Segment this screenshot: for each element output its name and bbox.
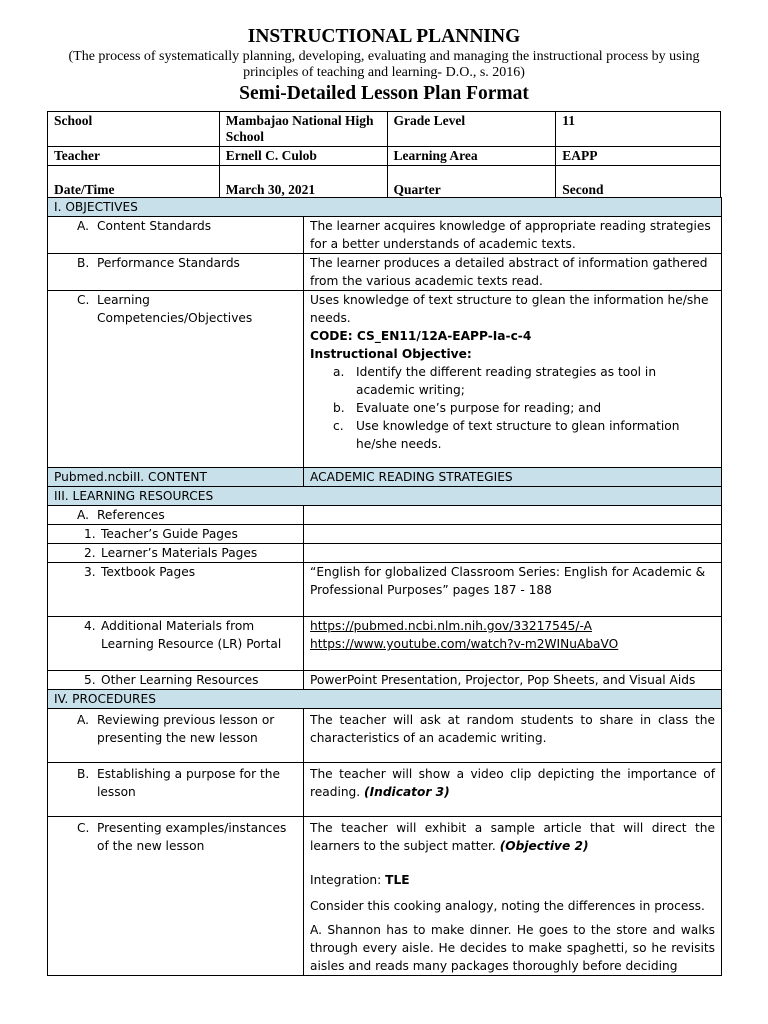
list-item — [333, 399, 715, 417]
area-label: Learning Area — [387, 147, 556, 166]
examples-value: The teacher will exhibit a sample article that will direct the learners to the subject matter. — [310, 821, 716, 853]
textbook-row — [48, 563, 722, 617]
list-marker: B. — [77, 767, 90, 781]
list-marker: 3. — [84, 565, 96, 579]
grade-value: 11 — [556, 112, 721, 147]
list-marker: B. — [77, 256, 90, 270]
reviewing-label: Reviewing previous lesson or presenting the new lesson — [97, 713, 275, 745]
story-text: A. Shannon has to make dinner. He goes to the store and walks through every aisle. He decides to make spaghetti, so he revisits aisles and reads many packages thoroughly before deciding — [310, 923, 716, 973]
list-marker: b. — [333, 401, 345, 415]
examples-label-cell — [48, 817, 304, 976]
content-value: ACADEMIC READING STRATEGIES — [304, 468, 722, 487]
purpose-value-cell — [304, 763, 722, 817]
list-marker: a. — [333, 365, 345, 379]
list-marker: 2. — [84, 546, 96, 560]
reviewing-label-cell — [48, 709, 304, 763]
competency-code: CODE: CS_EN11/12A-EAPP-Ia-c-4 — [310, 329, 532, 343]
list-marker: C. — [77, 293, 90, 307]
document-subtitle: (The process of systematically planning, developing, evaluating and managing the instructional process by using principles of teaching and learning- D.O., s. 2016) — [68, 49, 700, 80]
examples-row — [48, 817, 722, 976]
performance-standards-value: The learner produces a detailed abstract of information gathered from the various academic texts read. — [304, 254, 722, 291]
info-row-teacher — [48, 147, 721, 166]
analogy-text: Consider this cooking analogy, noting the differences in process. — [310, 899, 705, 913]
integration-label: Integration: — [310, 873, 382, 887]
teachers-guide-row — [48, 525, 722, 544]
section-content-row — [48, 468, 722, 487]
list-marker: A. — [77, 508, 89, 522]
learners-materials-label: Learner’s Materials Pages — [101, 546, 258, 560]
grade-label: Grade Level — [387, 112, 556, 147]
list-marker: C. — [77, 821, 90, 835]
competencies-label: Learning Competencies/Objectives — [97, 293, 253, 325]
reviewing-row — [48, 709, 722, 763]
additional-materials-label: Additional Materials from Learning Resource (LR) Portal — [101, 619, 282, 651]
textbook-value: “English for globalized Classroom Series: English for Academic & Professional Purposes” pages 187 - 188 — [304, 563, 722, 617]
objective-tag: (Objective 2) — [499, 839, 589, 853]
info-row-school — [48, 112, 721, 147]
document-title: INSTRUCTIONAL PLANNING — [247, 26, 521, 47]
reviewing-value: The teacher will ask at random students to share in class the characteristics of an academic writing. — [304, 709, 722, 763]
competencies-text: Uses knowledge of text structure to glean the information he/she needs. — [310, 293, 709, 325]
section-resources-row — [48, 487, 722, 506]
section-objectives-row — [48, 198, 722, 217]
learners-materials-row — [48, 544, 722, 563]
other-resources-value: PowerPoint Presentation, Projector, Pop Sheets, and Visual Aids — [304, 671, 722, 690]
lesson-plan-table — [47, 197, 722, 976]
list-item-text: Identify the different reading strategies as tool in academic writing; — [356, 365, 657, 397]
competencies-value-cell — [304, 291, 722, 468]
references-label: References — [97, 508, 165, 522]
instructional-objectives-list — [333, 363, 715, 453]
competencies-label-cell — [48, 291, 304, 468]
other-resources-label-cell — [48, 671, 304, 690]
purpose-label-cell — [48, 763, 304, 817]
list-item — [333, 363, 715, 399]
integration-value: TLE — [385, 873, 410, 887]
list-marker: A. — [77, 713, 89, 727]
list-item-text: Evaluate one’s purpose for reading; and — [356, 401, 602, 415]
textbook-label: Textbook Pages — [101, 565, 196, 579]
other-resources-row — [48, 671, 722, 690]
section-objectives-heading: I. OBJECTIVES — [48, 198, 722, 217]
references-value — [304, 506, 722, 525]
competencies-row — [48, 291, 722, 468]
info-row-date — [48, 166, 721, 200]
school-label: School — [48, 112, 220, 147]
other-resources-label: Other Learning Resources — [101, 673, 259, 687]
performance-standards-label-cell — [48, 254, 304, 291]
additional-materials-row — [48, 617, 722, 671]
quarter-value: Second — [556, 166, 721, 200]
teachers-guide-label-cell — [48, 525, 304, 544]
list-marker: 4. — [84, 619, 96, 633]
section-procedures-row — [48, 690, 722, 709]
content-standards-label: Content Standards — [97, 219, 212, 233]
lesson-info-table — [47, 111, 721, 200]
examples-label: Presenting examples/instances of the new lesson — [97, 821, 287, 853]
section-procedures-heading: IV. PROCEDURES — [48, 690, 722, 709]
teachers-guide-label: Teacher’s Guide Pages — [101, 527, 238, 541]
content-standards-label-cell — [48, 217, 304, 254]
list-marker: c. — [333, 419, 344, 433]
content-standards-row — [48, 217, 722, 254]
school-value: Mambajao National High School — [219, 112, 387, 147]
list-marker: A. — [77, 219, 89, 233]
teacher-label: Teacher — [48, 147, 220, 166]
list-item — [333, 417, 715, 453]
area-value: EAPP — [556, 147, 721, 166]
textbook-label-cell — [48, 563, 304, 617]
teacher-value: Ernell C. Culob — [219, 147, 387, 166]
indicator-tag: (Indicator 3) — [364, 785, 450, 799]
pubmed-link[interactable]: https://pubmed.ncbi.nlm.nih.gov/33217545/-A — [310, 619, 592, 633]
learners-materials-value — [304, 544, 722, 563]
learners-materials-label-cell — [48, 544, 304, 563]
references-label-cell — [48, 506, 304, 525]
teachers-guide-value — [304, 525, 722, 544]
section-content-heading: Pubmed.ncbiII. CONTENT — [48, 468, 304, 487]
list-item-text: Use knowledge of text structure to glean information he/she needs. — [356, 419, 680, 451]
instructional-objective-label: Instructional Objective: — [310, 347, 472, 361]
purpose-value: The teacher will show a video clip depicting the importance of reading. — [310, 767, 716, 799]
additional-materials-label-cell — [48, 617, 304, 671]
date-value: March 30, 2021 — [219, 166, 387, 200]
references-row — [48, 506, 722, 525]
section-resources-heading: III. LEARNING RESOURCES — [48, 487, 722, 506]
performance-standards-label: Performance Standards — [97, 256, 240, 270]
date-label: Date/Time — [48, 166, 220, 200]
purpose-label: Establishing a purpose for the lesson — [97, 767, 280, 799]
list-marker: 5. — [84, 673, 96, 687]
youtube-link[interactable]: https://www.youtube.com/watch?v-m2WINuAbaVO — [310, 637, 619, 651]
performance-standards-row — [48, 254, 722, 291]
quarter-label: Quarter — [387, 166, 556, 200]
list-marker: 1. — [84, 527, 96, 541]
format-title: Semi-Detailed Lesson Plan Format — [239, 83, 529, 104]
examples-value-cell — [304, 817, 722, 976]
purpose-row — [48, 763, 722, 817]
content-standards-value: The learner acquires knowledge of appropriate reading strategies for a better understands of academic texts. — [304, 217, 722, 254]
additional-materials-value-cell — [304, 617, 722, 671]
